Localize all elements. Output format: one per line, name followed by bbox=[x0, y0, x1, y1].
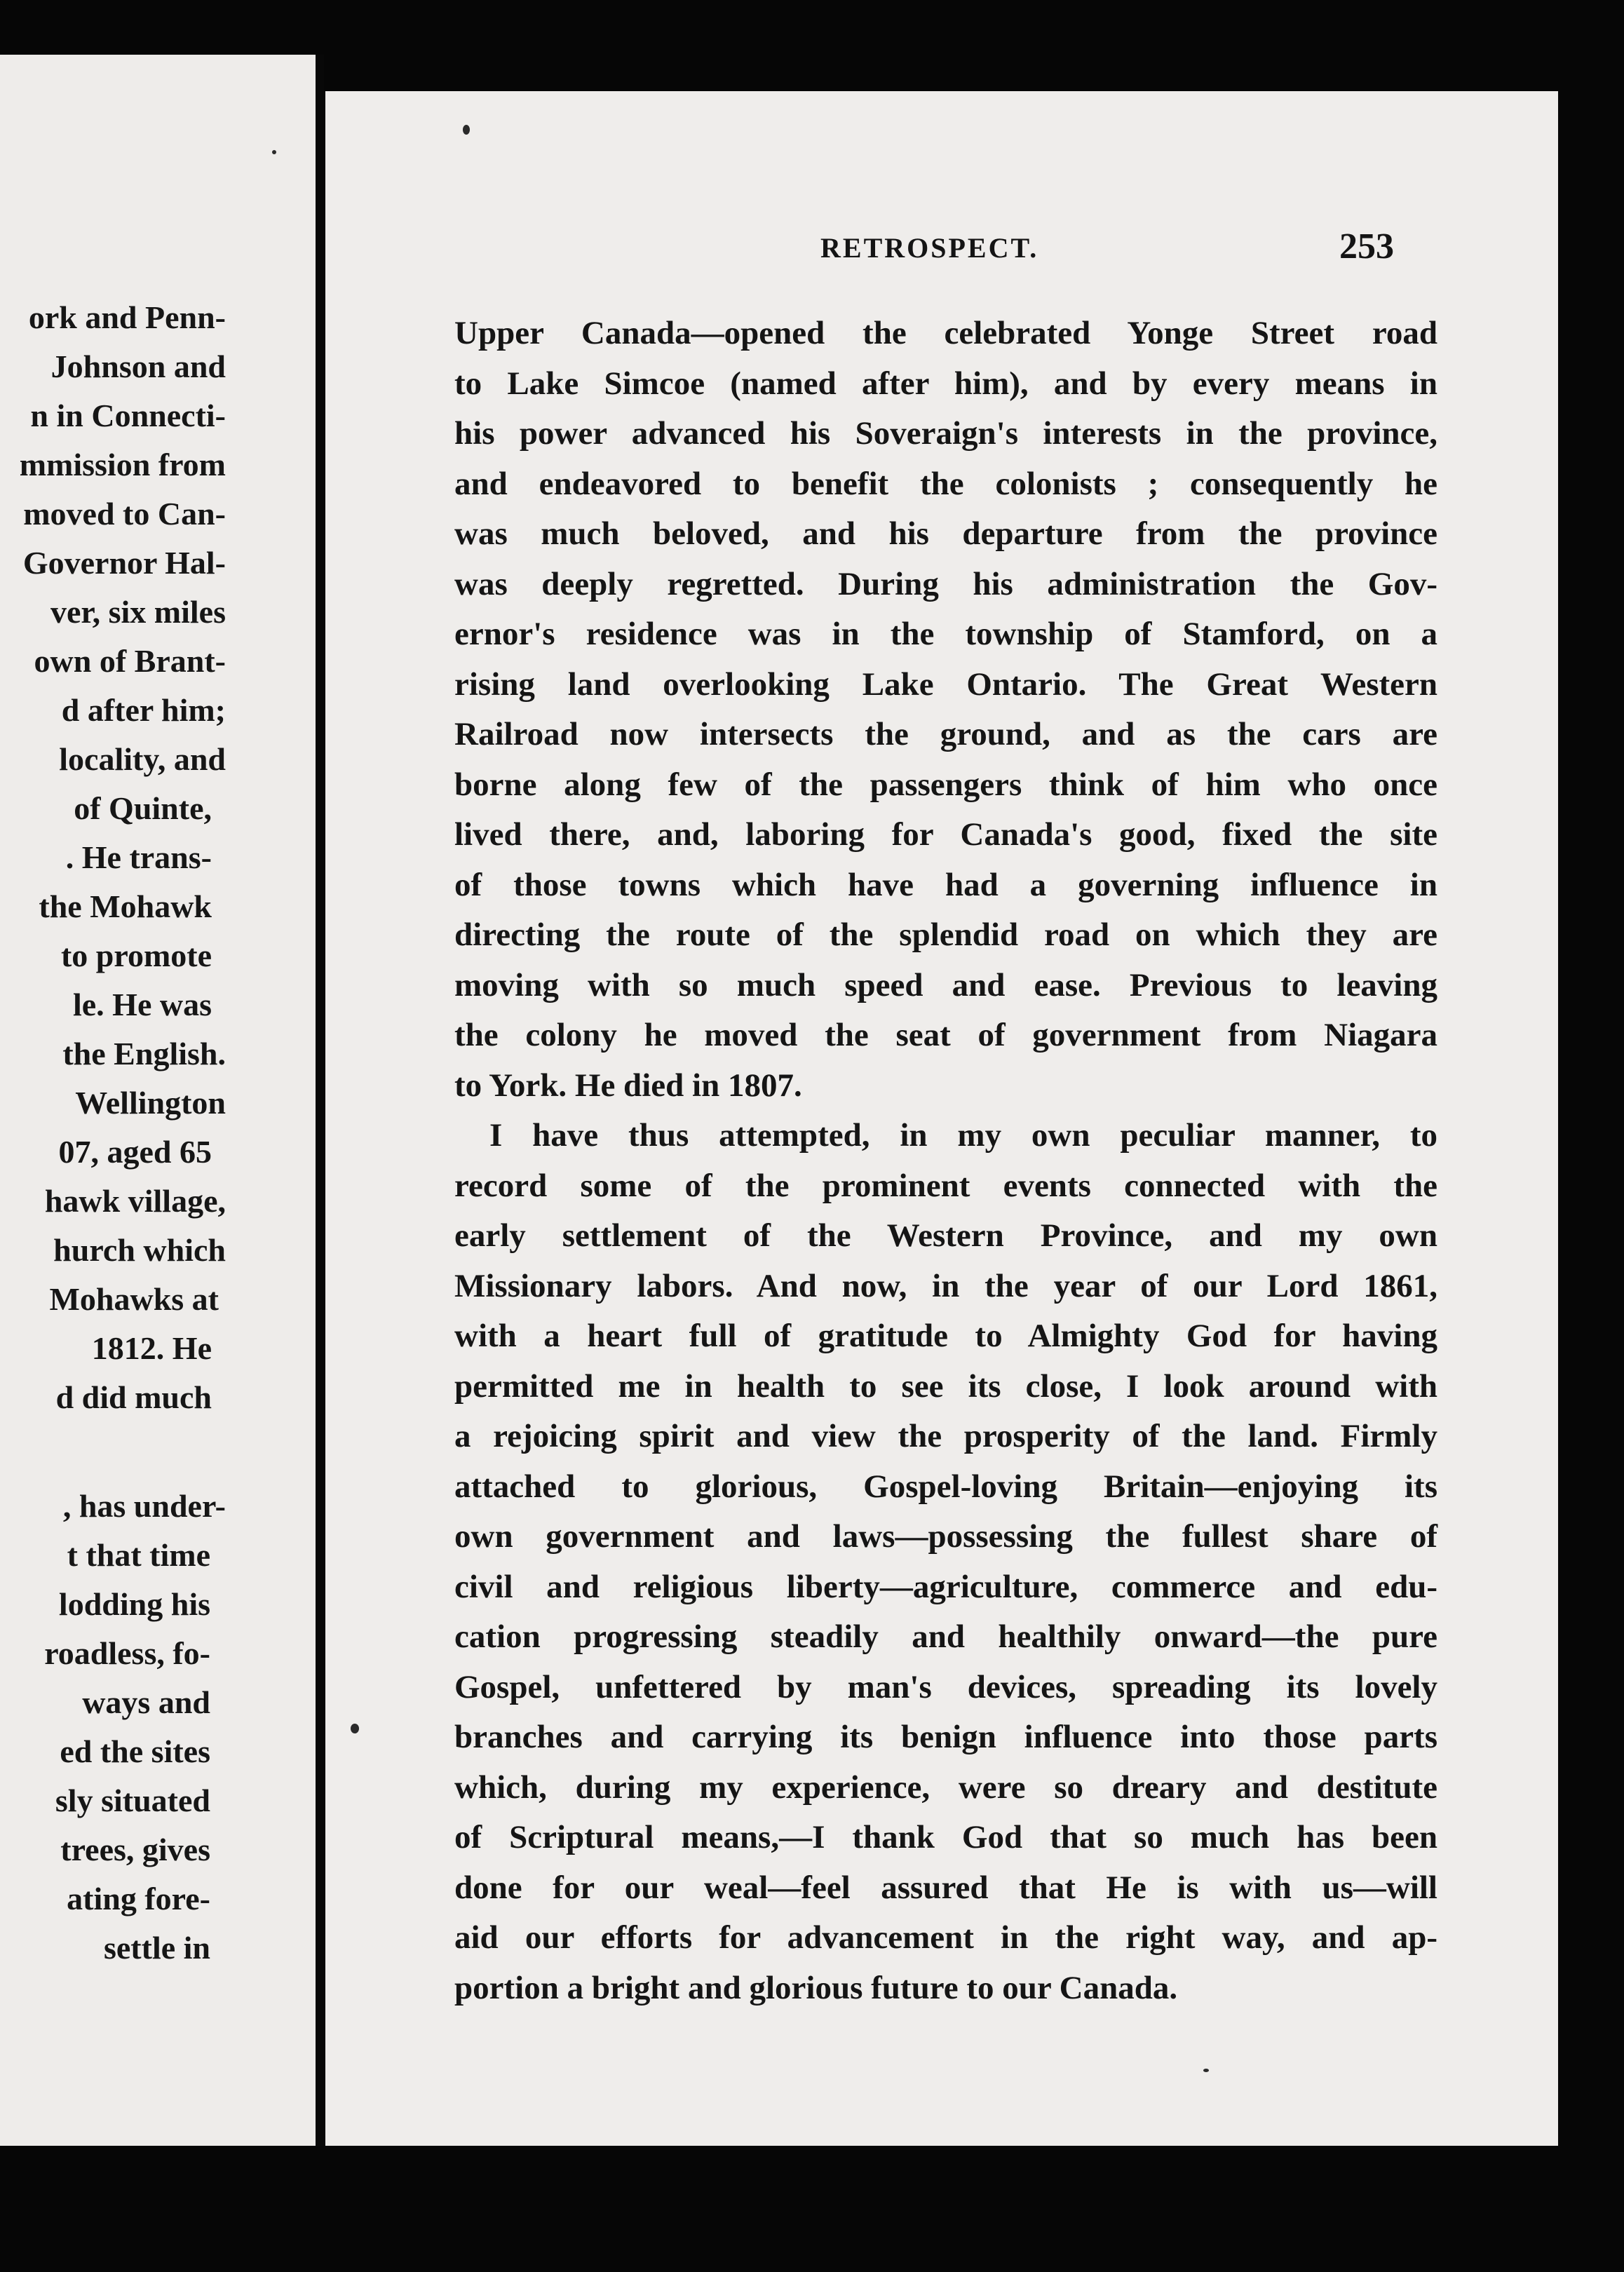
text-line: Missionary labors. And now, in the year of our Lord 1861, bbox=[454, 1267, 1437, 1304]
text-line: of those towns which have had a governing influence in bbox=[454, 866, 1437, 903]
text-line: Upper Canada—opened the celebrated Yonge Street road bbox=[454, 315, 1437, 351]
text-line: portion a bright and glorious future to our Canada. bbox=[454, 1969, 1178, 2006]
text-line: borne along few of the passengers think of him who once bbox=[454, 766, 1437, 803]
left-page-line: moved to Can- bbox=[23, 496, 226, 532]
text-line: which, during my experience, were so dreary and destitute bbox=[454, 1769, 1437, 1806]
text-line: attached to glorious, Gospel-loving Britain—enjoying its bbox=[454, 1468, 1437, 1505]
scan-speck bbox=[351, 1724, 359, 1733]
text-line: moving with so much speed and ease. Previous to leaving bbox=[454, 966, 1437, 1003]
left-page-line: the English. bbox=[62, 1036, 226, 1071]
left-page-line: Mohawks at bbox=[49, 1281, 219, 1317]
left-page-line: of Quinte, bbox=[74, 790, 212, 826]
left-page-line: ating fore- bbox=[67, 1881, 210, 1916]
text-line: the colony he moved the seat of government from Niagara bbox=[454, 1017, 1437, 1053]
text-line: directing the route of the splendid road on which they are bbox=[454, 917, 1437, 953]
paragraph-2 bbox=[454, 1111, 1437, 2013]
text-line: rising land overlooking Lake Ontario. The Great Western bbox=[454, 665, 1437, 703]
running-head: RETROSPECT. bbox=[820, 232, 1039, 264]
left-page-line: sly situated bbox=[55, 1783, 210, 1818]
left-page-line: lodding his bbox=[58, 1586, 210, 1622]
left-page-line: locality, and bbox=[59, 741, 226, 777]
left-page-line: 07, aged 65 bbox=[58, 1134, 212, 1170]
left-page-line: ways and bbox=[82, 1684, 210, 1720]
text-line: to York. He died in 1807. bbox=[454, 1067, 802, 1104]
text-line: lived there, and, laboring for Canada's good, fixed the site bbox=[454, 816, 1437, 853]
left-page-line: Johnson and bbox=[50, 349, 226, 384]
text-line: his power advanced his Soveraign's interests in the province, bbox=[454, 415, 1437, 452]
left-page-line: ed the sites bbox=[60, 1733, 210, 1769]
scan-speck bbox=[272, 150, 276, 154]
page-gutter bbox=[317, 55, 324, 2146]
text-line: was deeply regretted. During his administration the Gov- bbox=[454, 565, 1437, 602]
left-page-line: settle in bbox=[103, 1930, 210, 1966]
text-line: cation progressing steadily and healthily onward—the pure bbox=[454, 1618, 1437, 1655]
page-number: 253 bbox=[1339, 226, 1394, 266]
scan-speck bbox=[463, 125, 470, 135]
text-line: record some of the prominent events connected with the bbox=[454, 1167, 1437, 1204]
left-page-line: n in Connecti- bbox=[30, 398, 226, 433]
left-page-line: mmission from bbox=[19, 447, 226, 482]
left-page-line: . He trans- bbox=[65, 839, 212, 875]
text-line: aid our efforts for advancement in the right way, and ap- bbox=[454, 1919, 1437, 1956]
text-line: Railroad now intersects the ground, and as the cars are bbox=[454, 716, 1437, 752]
body-text bbox=[454, 309, 1437, 2013]
left-page-line: , has under- bbox=[62, 1488, 226, 1524]
text-line: done for our weal—feel assured that He is with us—will bbox=[454, 1869, 1437, 1906]
text-line: of Scriptural means,—I thank God that so much has been bbox=[454, 1819, 1437, 1855]
text-line: a rejoicing spirit and view the prosperity of the land. Firmly bbox=[454, 1418, 1437, 1454]
left-page-line: hurch which bbox=[53, 1232, 226, 1268]
text-line: and endeavored to benefit the colonists ; consequently he bbox=[454, 465, 1437, 502]
text-line: civil and religious liberty—agriculture, commerce and edu- bbox=[454, 1568, 1437, 1605]
text-line: with a heart full of gratitude to Almighty God for having bbox=[454, 1318, 1437, 1354]
text-line: was much beloved, and his departure from the province bbox=[454, 515, 1437, 552]
left-page-line: the Mohawk bbox=[39, 888, 212, 924]
left-page-fragment bbox=[0, 55, 316, 2146]
left-page-line: 1812. He bbox=[91, 1330, 212, 1366]
text-line: Gospel, unfettered by man's devices, spreading its lovely bbox=[454, 1668, 1437, 1705]
left-page-line: hawk village, bbox=[44, 1183, 226, 1219]
left-page-line: Wellington bbox=[75, 1085, 226, 1121]
text-line: ernor's residence was in the township of Stamford, on a bbox=[454, 616, 1437, 652]
left-page-line: le. He was bbox=[72, 987, 212, 1022]
left-page-line: d did much bbox=[55, 1379, 212, 1415]
left-page-line: roadless, fo- bbox=[44, 1635, 210, 1671]
left-page-line: own of Brant- bbox=[34, 643, 226, 679]
left-page-line: trees, gives bbox=[60, 1832, 210, 1867]
text-line: early settlement of the Western Province, and my own bbox=[454, 1217, 1437, 1254]
text-line: permitted me in health to see its close, I look around with bbox=[454, 1367, 1437, 1405]
text-line: I have thus attempted, in my own peculiar manner, to bbox=[489, 1117, 1437, 1154]
left-page-line: Governor Hal- bbox=[22, 545, 226, 581]
paragraph-1 bbox=[454, 309, 1437, 1111]
left-page-line: d after him; bbox=[61, 692, 226, 728]
text-line: to Lake Simcoe (named after him), and by every means in bbox=[454, 365, 1437, 402]
text-line: own government and laws—possessing the fullest share of bbox=[454, 1518, 1437, 1555]
left-page-line: ver, six miles bbox=[50, 594, 226, 630]
left-page-line: t that time bbox=[67, 1537, 210, 1573]
scan-speck bbox=[1203, 2069, 1209, 2072]
text-line: branches and carrying its benign influence into those parts bbox=[454, 1719, 1437, 1755]
left-page-line: to promote bbox=[60, 938, 212, 973]
left-page-line: ork and Penn- bbox=[28, 299, 226, 335]
